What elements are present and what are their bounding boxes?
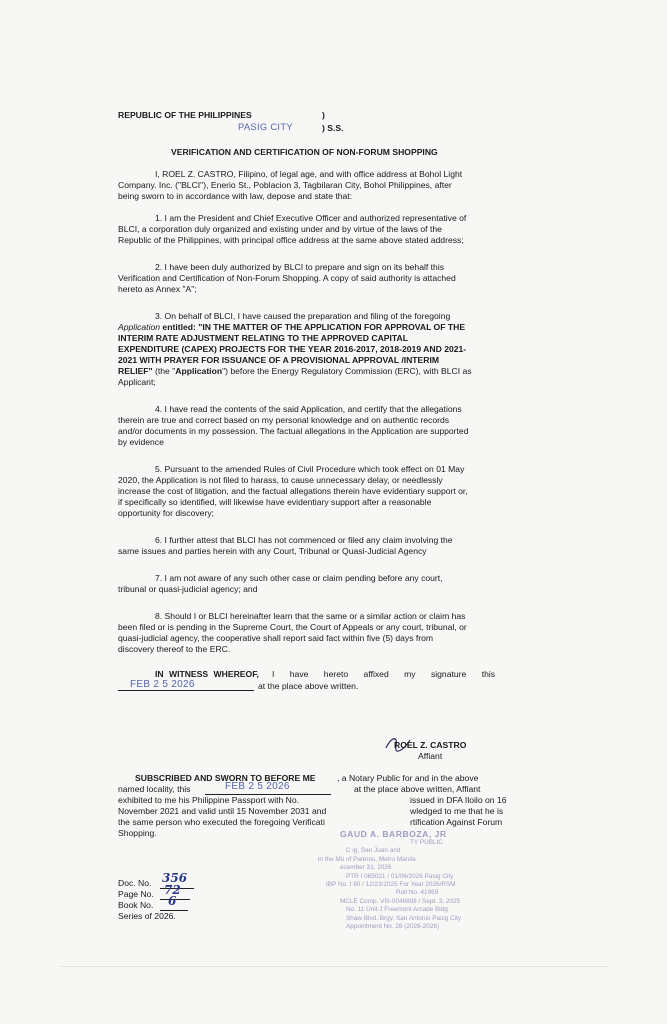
para-8-line-4: discovery thereof to the ERC. (118, 644, 231, 654)
notary-name-line: GAUD A. BARBOZA, JR (340, 829, 447, 839)
para-4-line-1: 4. I have read the contents of the said Application, and certify that the allegations (155, 404, 462, 414)
jurat-line-3a: exhibited to me his Philippine Passport with No. (118, 795, 300, 805)
notary-line-3: C ig, San Juan and (346, 847, 401, 855)
notary-line-2: TY PUBLIC (410, 839, 443, 846)
republic-heading: REPUBLIC OF THE PHILIPPINES (118, 110, 252, 120)
notary-line-11: Shaw Blvd. Brgy. San Antonio Pasig City (346, 914, 461, 922)
para-5-line-3: increase the cost of litigation, and the factual allegations therein have evidentiary support or, (118, 486, 468, 496)
jurat-date-line (205, 781, 331, 795)
jurat-line-2a: named locality, this (118, 784, 191, 794)
para-3-line-4: EXPENDITURE (CAPEX) PROJECTS FOR THE YEAR 2016-2017, 2018-2019 AND 2021- (118, 344, 467, 354)
intro-line-2: Company. Inc. ("BLCI"), Enerio St., Poblacion 3, Tagbilaran City, Bohol Philippines, after (118, 180, 452, 190)
page-bottom-edge (60, 966, 607, 967)
book-no-label: Book No. (118, 900, 154, 910)
ss-label: ) S.S. (322, 123, 344, 133)
witness-date-stamp: FEB 2 5 2026 (130, 679, 195, 690)
jurat-line-4a: November 2021 and valid until 15 November 2031 and (118, 806, 327, 816)
header-paren: ) (322, 110, 325, 120)
witness-lead: IN WITNESS WHEREOF, (155, 669, 259, 679)
affiant-role: Affiant (418, 751, 443, 761)
para-4-line-4: by evidence (118, 437, 164, 447)
para-5-line-5: opportunity for discovery; (118, 508, 215, 518)
para-7-line-1: 7. I am not aware of any such other case or claim pending before any court, (155, 573, 443, 583)
para-5-line-4: if specifically so identified, will likewise have evidentiary support after a reasonable (118, 497, 432, 507)
notary-line-8: Roll No. 41969 (396, 889, 439, 897)
doc-no-value: 356 (162, 871, 188, 885)
witness-tail: at the place above written. (258, 681, 359, 691)
application-italic: Application (118, 322, 161, 332)
doc-no-label: Doc. No. (118, 878, 152, 888)
para-1-line-3: Republic of the Philippines, with principal office address at the same above stated address; (118, 235, 464, 245)
document-title: VERIFICATION AND CERTIFICATION OF NON-FORUM SHOPPING (171, 147, 438, 157)
intro-line-3: being sworn to in accordance with law, depose and state that: (118, 191, 353, 201)
jurat-lead: SUBSCRIBED AND SWORN TO BEFORE ME (135, 773, 316, 783)
jurat-line-4b: wledged to me that he is (410, 806, 504, 816)
series-label: Series of 2026. (118, 911, 176, 921)
notary-line-7: IBP No. I 80 / 12/23/2025 For Year 2026/RSM (326, 881, 456, 889)
para-3-line-2 (118, 322, 465, 333)
city-stamp: PASIG CITY (238, 121, 293, 132)
para-2-line-1: 2. I have been duly authorized by BLCI to prepare and sign on its behalf this (155, 262, 445, 272)
jurat-line-6: Shopping. (118, 828, 157, 838)
case-title-start: entitled: "IN THE MATTER OF THE APPLICATION FOR APPROVAL OF THE (160, 322, 466, 332)
para-5-line-2: 2020, the Application is not filed to harass, to cause unnecessary delay, or needlessly (118, 475, 443, 485)
jurat-line-5b: rtification Against Forum (410, 817, 503, 827)
para-2-line-2: Verification and Certification of Non-Forum Shopping. A copy of said authority is attached (118, 273, 456, 283)
book-no-value: 6 (168, 894, 177, 908)
affiant-name: ROEL Z. CASTRO (394, 740, 467, 750)
para-4-line-2: therein are true and correct based on my personal knowledge and on authentic records (118, 415, 450, 425)
application-bold: Application (175, 366, 223, 376)
jurat-line-5a: the same person who executed the foregoing Verificati (118, 817, 325, 827)
jurat-date-stamp: FEB 2 5 2026 (225, 781, 290, 792)
para-3-line-1: 3. On behalf of BLCI, I have caused the preparation and filing of the foregoing (155, 311, 451, 321)
book-no-line (160, 894, 188, 911)
para-3-line-7: Applicant; (118, 377, 156, 387)
jurat-line-3b: issued in DFA Iloilo on 16 (410, 795, 507, 805)
relief-bold: RELIEF" (118, 366, 153, 376)
intro-line-1: I, ROEL Z. CASTRO, Filipino, of legal age, and with office address at Bohol Light (155, 169, 463, 179)
para-4-line-3: and/or documents in my possession. The factual allegations in the Application are supported (118, 426, 469, 436)
notary-line-6: PTR I 065021 / 01/06/2026 Pasig City (346, 872, 454, 880)
erc-text: ") before the Energy Regulatory Commission (ERC), with BLCI as (222, 366, 472, 376)
para-7-line-2: tribunal or quasi-judicial agency; and (118, 584, 258, 594)
para-3-line-5: 2021 WITH PRAYER FOR ISSUANCE OF A PROVISIONAL APPROVAL /INTERIM (118, 355, 440, 365)
para-3-line-3: INTERIM RATE ADJUSTMENT RELATING TO THE APPROVED CAPITAL (118, 333, 408, 343)
para-1-line-1: 1. I am the President and Chief Executive Officer and authorized representative of (155, 213, 467, 223)
page-no-value: 72 (164, 883, 181, 897)
para-1-line-2: BLCI, a corporation duly organized and existing under and by virtue of the laws of the (118, 224, 442, 234)
para-8-line-3: quasi-judicial agency, the cooperative shall report said fact within five (5) days from (118, 633, 434, 643)
witness-date-line (118, 680, 254, 691)
para-8-line-2: been filed or is pending in the Supreme Court, the Court of Appeals or any court, tribunal, or (118, 622, 467, 632)
jurat-line-2b: at the place above written, Affiant (354, 784, 481, 794)
jurat-line-1-rest: , a Notary Public for and in the above (337, 773, 479, 783)
para-8-line-1: 8. Should I or BLCI hereinafter learn that the same or a similar action or claim has (155, 611, 466, 621)
notary-line-4: in the Mu of Pateros, Metro Manila (318, 855, 416, 863)
notary-line-9: MCLE Comp. VIII-0046808 / Sept. 3, 2025 (340, 897, 461, 905)
para-6-line-1: 6. I further attest that BLCI has not commenced or filed any claim involving the (155, 535, 453, 545)
witness-rest: I have hereto affixed my signature this (272, 669, 496, 679)
the-quote: (the " (152, 366, 176, 376)
notary-line-5: ecember 31, 2026 (340, 864, 392, 872)
para-3-line-6 (118, 366, 472, 377)
para-2-line-3: hereto as Annex "A"; (118, 284, 197, 294)
notary-line-12: Appointment No. 28 (2026-2026) (346, 923, 440, 931)
para-5-line-1: 5. Pursuant to the amended Rules of Civil Procedure which took effect on 01 May (155, 464, 465, 474)
page-no-label: Page No. (118, 889, 154, 899)
notary-stamp (318, 829, 580, 931)
para-6-line-2: same issues and parties herein with any Court, Tribunal or Quasi-Judicial Agency (118, 546, 427, 556)
notary-line-10: No. 11 Unit J Freemont Arcade Bldg (346, 906, 448, 914)
